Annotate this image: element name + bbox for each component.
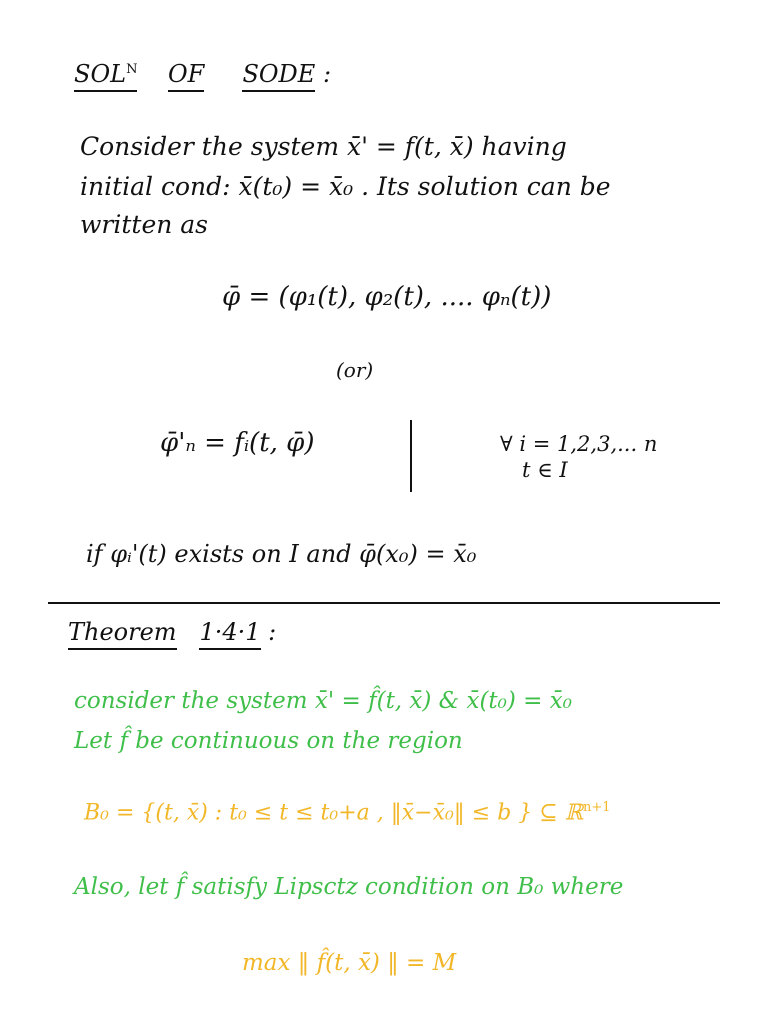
- heading-colon: :: [322, 60, 332, 88]
- if-condition-line: if φᵢ'(t) exists on I and φ̄(x₀) = x̄₀: [86, 540, 477, 568]
- region-definition: [84, 800, 611, 825]
- phi-prime-equation: φ̄'ₙ = fᵢ(t, φ̄): [160, 428, 315, 458]
- heading: [74, 60, 331, 88]
- heading-sode: SODE: [242, 60, 315, 92]
- heading-sol: $SOL^N$: [74, 60, 137, 92]
- or-label: (or): [336, 358, 374, 382]
- condition-line-1: ∀ i = 1,2,3,... n: [500, 432, 658, 456]
- theorem-label: Theorem: [68, 618, 177, 650]
- intro-line-2: initial cond: x̄(t₀) = x̄₀ . Its solution can be: [80, 172, 611, 201]
- section-divider: [48, 602, 720, 604]
- theorem-line-2: Let f̂ be continuous on the region: [74, 728, 463, 754]
- intro-line-1: Consider the system x̄' = f(t, x̄) having: [80, 132, 567, 161]
- max-definition: max ‖ f̂(t, x̄) ‖ = M: [242, 950, 457, 976]
- vertical-divider: [410, 420, 412, 492]
- theorem-colon: :: [268, 618, 277, 646]
- condition-line-2: t ∈ I: [522, 458, 568, 482]
- phi-definition: φ̄ = (φ₁(t), φ₂(t), .... φₙ(t)): [222, 282, 552, 312]
- theorem-number: 1·4·1: [199, 618, 260, 650]
- intro-line-3: written as: [80, 210, 209, 239]
- region-definition-text: B₀ = {(t, x̄) : t₀ ≤ t ≤ t₀+a , ‖x̄−x̄₀‖ ≤ b } ⊆ ℝ: [84, 800, 583, 826]
- theorem-heading: [68, 618, 276, 646]
- region-superscript: n+1: [583, 800, 611, 815]
- theorem-line-3: Also, let f̂ satisfy Lipsctz condition on B₀ where: [74, 874, 624, 900]
- heading-of: OF: [168, 60, 204, 92]
- theorem-line-1: consider the system x̄' = f̂(t, x̄) & x̄(t₀) = x̄₀: [74, 688, 572, 714]
